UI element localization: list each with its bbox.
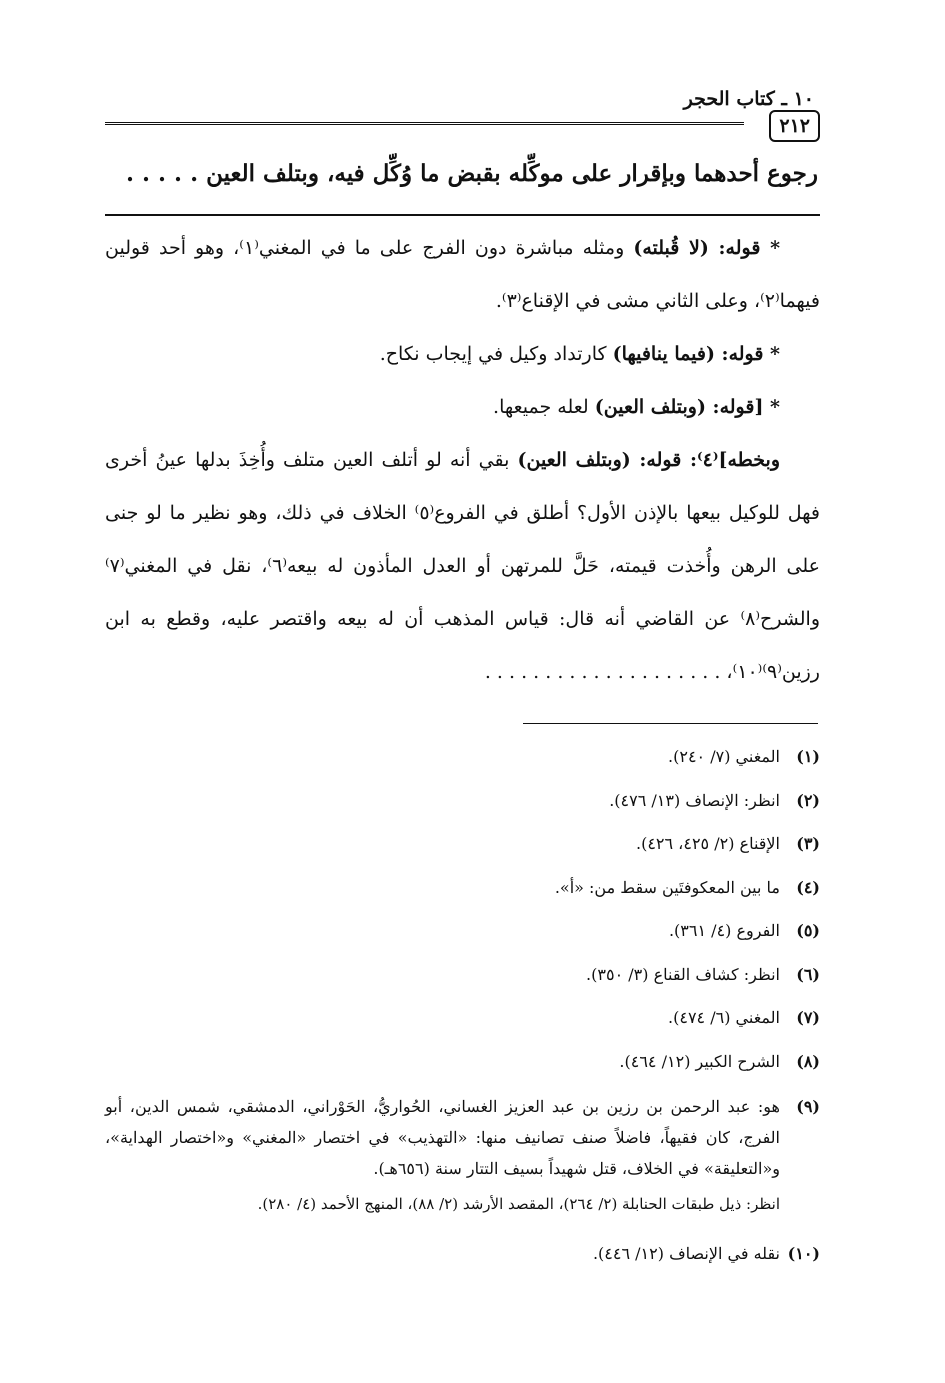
paragraph-2 [105, 328, 820, 381]
running-head [123, 160, 818, 187]
page-header [105, 88, 820, 148]
footnote-9-block [105, 1091, 820, 1224]
footnote-6 [105, 953, 820, 997]
footnote-1 [105, 735, 820, 779]
footnote-number: (٤) [796, 877, 820, 897]
footnote-text: الفروع (٤/ ٣٦١). [668, 921, 780, 940]
footnote-number [780, 1184, 820, 1224]
main-text [105, 222, 820, 699]
paragraph-1-text: ومثله مباشرة دون الفرج على ما في المغني⁽١⁾، وهو أحد قولين فيهما⁽٢⁾، وعلى الثاني مشى في الإقناع⁽٣⁾. [105, 237, 820, 312]
footnote-9 [105, 1091, 820, 1184]
page-number: ٢١٢ [769, 110, 820, 142]
footnote-number: (٧) [796, 1008, 820, 1027]
footnote-5 [105, 909, 820, 953]
paragraph-4-text: بقي أنه لو أتلف العين متلف وأُخِذَ بدلها عينُ أخرى فهل للوكيل بيعها بالإذن الأول؟ أطلق في الفروع⁽٥⁾ الخلاف في ذلك، وهو نظير ما لو جنى على الرهن وأُخذت قيمته، حَلَّ للمرتهن أو العدل المأذون له بيعه⁽٦⁾، نقل في المغني⁽٧⁾ والشرح⁽٨⁾ عن القاضي أنه قال: قياس المذهب أن له بيعه واقتصر عليه، وقطع به ابن رزين⁽٩⁾⁽١٠⁾ [105, 449, 820, 683]
paragraph-3 [105, 381, 820, 434]
footnote-text: الشرح الكبير (١٢/ ٤٦٤). [619, 1051, 780, 1071]
footnote-8 [105, 1040, 820, 1084]
paragraph-4-label: وبخطه]⁽٤⁾: قوله: (وبتلف العين) [517, 449, 780, 471]
footnote-number: (٢) [796, 790, 820, 810]
footnote-number: (٥) [796, 921, 820, 940]
footnote-number: (٩) [796, 1097, 820, 1116]
footnote-9-sources [105, 1184, 820, 1224]
running-head-dots: . . . . . [126, 160, 199, 187]
header-rule [105, 122, 744, 128]
footnote-text: انظر: كشاف القناع (٣/ ٣٥٠). [586, 964, 780, 984]
footnote-3 [105, 822, 820, 866]
footnote-7 [105, 996, 820, 1040]
running-head-rule [105, 214, 820, 216]
chapter-title: ١٠ ـ كتاب الحجر [683, 88, 814, 110]
footnote-number: (٨) [796, 1051, 820, 1071]
paragraph-2-text: كارتداد وكيل في إيجاب نكاح. [379, 343, 613, 365]
paragraph-1 [105, 222, 820, 328]
footnote-4 [105, 866, 820, 910]
paragraph-4 [105, 434, 820, 699]
paragraph-4-dots: ، . . . . . . . . . . . . . . . . . . . . [484, 661, 733, 683]
footnote-text: هو: عبد الرحمن بن رزين بن عبد العزيز الغساني، الحُواريُّ، الحَوْراني، الدمشقي، شمس الدين، أبو الفرج، كان فقيهاً، فاضلاً صنف تصانيف منها: «التهذيب» في اختصار «المغني» و«اختصار الهداية»، و«التعليقة» في الخلاف، قتل شهيداً بسيف التتار سنة (٦٥٦هـ). [105, 1097, 780, 1178]
paragraph-3-text: لعله جميعها. [493, 396, 595, 418]
footnote-text: انظر: ذيل طبقات الحنابلة (٢/ ٢٦٤)، المقصد الأرشد (٢/ ٨٨)، المنهج الأحمد (٤/ ٢٨٠). [257, 1195, 780, 1213]
paragraph-1-label: * قوله: (لا قُبلته) [633, 237, 780, 259]
running-head-text: رجوع أحدهما وبإقرار على موكِّله بقبض ما وُكِّل فيه، وبتلف العين [206, 160, 818, 187]
footnote-number: (١٠) [787, 1244, 820, 1263]
footnote-text: ما بين المعكوفتَين سقط من: «أ». [554, 877, 780, 897]
paragraph-3-label: * [قوله: (وبتلف العين) [594, 396, 780, 418]
footnote-number: (٣) [796, 834, 820, 853]
footnote-text: المغني (٧/ ٢٤٠). [668, 747, 780, 766]
footnote-number: (٦) [796, 964, 820, 984]
footnote-2 [105, 779, 820, 823]
footnote-text: نقله في الإنصاف (١٢/ ٤٤٦). [592, 1244, 780, 1263]
footnote-text: انظر: الإنصاف (١٣/ ٤٧٦). [609, 790, 780, 810]
footnote-number: (١) [796, 747, 820, 766]
footnote-10 [105, 1232, 820, 1276]
footnote-text: المغني (٦/ ٤٧٤). [668, 1008, 780, 1027]
footnote-text: الإقناع (٢/ ٤٢٥، ٤٢٦). [635, 834, 780, 853]
footnotes [105, 735, 820, 1276]
paragraph-2-label: * قوله: (فيما ينافيها) [612, 343, 780, 365]
footnote-rule [523, 723, 818, 724]
